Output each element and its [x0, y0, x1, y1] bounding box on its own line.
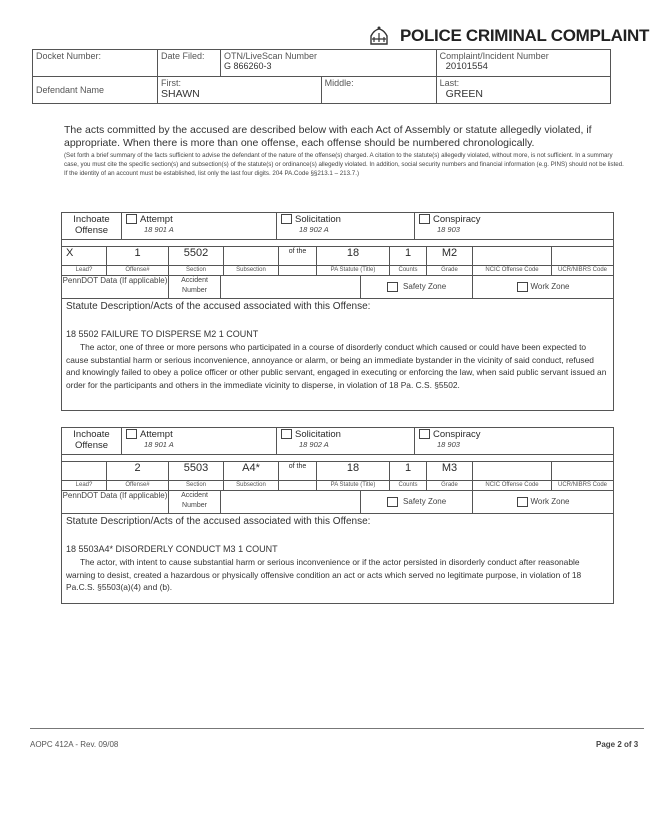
conspiracy-checkbox[interactable] [419, 429, 430, 439]
work-zone-label: Work Zone [530, 282, 570, 291]
defendant-name-label: Defendant Name [36, 85, 105, 95]
of-the-label: of the [279, 462, 317, 480]
spacer [62, 240, 613, 247]
safety-zone-label: Safety Zone [403, 497, 447, 506]
subsection-caption: Subsection [224, 266, 279, 275]
subsection-caption: Subsection [224, 481, 279, 490]
first-name-label: First: [161, 78, 181, 88]
safety-zone-option[interactable] [361, 491, 473, 513]
otn-label: OTN/LiveScan Number [224, 51, 318, 61]
attempt-option[interactable] [122, 428, 277, 454]
title-value: 18 [317, 462, 390, 480]
counts-caption: Counts [390, 266, 427, 275]
offense-heading: 18 5503A4* DISORDERLY CONDUCT M3 1 COUNT [66, 544, 278, 554]
subsection-value [224, 247, 279, 265]
penndot-label: PennDOT Data (If applicable) [62, 276, 169, 298]
conspiracy-label: Conspiracy [433, 429, 481, 440]
ncic-value [473, 462, 552, 480]
footer-divider [30, 728, 644, 729]
lead-value: X [62, 247, 107, 265]
last-name-label: Last: [439, 78, 460, 88]
otn-cell [221, 50, 437, 77]
solicitation-option[interactable] [277, 213, 415, 239]
ucr-caption: UCR/NIBRS Code [557, 482, 607, 488]
work-zone-label: Work Zone [530, 497, 570, 506]
case-info-table [32, 49, 611, 104]
pa-statute-caption: PA Statute (Title) [317, 266, 390, 275]
solicitation-code: 18 902 A [299, 440, 329, 449]
date-filed-cell [158, 50, 221, 77]
penndot-label: PennDOT Data (If applicable) [62, 491, 169, 513]
first-name-value: SHAWN [161, 88, 200, 100]
instructions [64, 124, 624, 178]
docket-number-cell [33, 50, 158, 77]
grade-caption: Grade [427, 266, 473, 275]
solicitation-code: 18 902 A [299, 225, 329, 234]
conspiracy-code: 18 903 [437, 225, 460, 234]
section-caption: Section [169, 481, 224, 490]
solicitation-checkbox[interactable] [281, 429, 292, 439]
last-name-value: GREEN [445, 88, 483, 100]
conspiracy-option[interactable] [415, 213, 613, 239]
instructions-main: The acts committed by the accused are described below with each Act of Assembly or statute allegedly violated, if appropriate. When there is more than one offense, each offense should be numbered chronologically. [64, 124, 592, 149]
attempt-label: Attempt [140, 429, 173, 440]
offense-description-text: The actor, one of three or more persons who participated in a course of disorderly conduct which caused or could have been expected to cause substantial harm or serious inconvenience, annoyance or alarm, or being an immediate bystander in the vicinity of said conduct, refused and knowingly failed to obey a police officer or other public servant, engaged in executing or enforcing the law, when said public servant issued an order for the participants and others in the immediate vicinity to disperse, in violation of 18 Pa. C.S. §5502. [66, 341, 607, 391]
counts-value: 1 [390, 462, 427, 480]
offense-heading: 18 5502 FAILURE TO DISPERSE M2 1 COUNT [66, 329, 259, 339]
otn-value: G 866260-3 [224, 61, 272, 71]
solicitation-option[interactable] [277, 428, 415, 454]
conspiracy-label: Conspiracy [433, 214, 481, 225]
last-name-cell [436, 77, 610, 104]
inchoate-row [62, 213, 613, 240]
offense-description-text: The actor, with intent to cause substantial harm or serious inconvenience or if the actor persisted in disorderly conduct after reasonable warning to desist, created a hazardous or physically offensive condition an act or acts which served no legitimate purpose, in violation of 18 Pa.C.S. §5503(a)(4) and (b). [66, 556, 582, 593]
conspiracy-code: 18 903 [437, 440, 460, 449]
attempt-option[interactable] [122, 213, 277, 239]
counts-value: 1 [390, 247, 427, 265]
page-number: Page 2 of 3 [596, 740, 639, 749]
work-zone-option[interactable] [473, 491, 613, 513]
grade-value: M2 [427, 247, 473, 265]
work-zone-checkbox[interactable] [517, 497, 528, 507]
solicitation-label: Solicitation [295, 214, 341, 225]
offense-description [62, 328, 613, 392]
offense-captions-row [62, 481, 613, 491]
attempt-checkbox[interactable] [126, 214, 137, 224]
complaint-number-cell [436, 50, 610, 77]
ncic-caption: NCIC Offense Code [473, 481, 552, 490]
middle-name-label: Middle: [324, 78, 354, 88]
accident-number-value [221, 276, 361, 298]
offense-number-value: 2 [107, 462, 169, 480]
solicitation-checkbox[interactable] [281, 214, 292, 224]
work-zone-checkbox[interactable] [517, 282, 528, 292]
offense-block-2 [61, 427, 614, 604]
grade-value: M3 [427, 462, 473, 480]
solicitation-label: Solicitation [295, 429, 341, 440]
section-value: 5502 [169, 247, 224, 265]
penndot-row [62, 276, 613, 299]
date-filed-label: Date Filed: [161, 51, 205, 61]
spacer [62, 455, 613, 462]
pennsylvania-seal-icon [368, 26, 390, 46]
accident-number-label: Accident Number [169, 491, 221, 513]
subsection-value: A4* [224, 462, 279, 480]
accident-number-label: Accident Number [169, 276, 221, 298]
offense-number-value: 1 [107, 247, 169, 265]
defendant-name-cell [33, 77, 158, 104]
offense-captions-row [62, 266, 613, 276]
penndot-row [62, 491, 613, 514]
inchoate-label: Inchoate Offense [62, 428, 122, 454]
offense-description [62, 543, 613, 594]
blank-caption [279, 266, 317, 275]
page-title: POLICE CRIMINAL COMPLAINT [400, 26, 650, 45]
offense-values-row [62, 247, 613, 266]
middle-name-cell [321, 77, 436, 104]
attempt-code: 18 901 A [144, 440, 174, 449]
form-id: AOPC 412A - Rev. 09/08 [30, 740, 119, 749]
offense-values-row [62, 462, 613, 481]
lead-caption: Lead? [62, 481, 107, 490]
grade-caption: Grade [427, 481, 473, 490]
docket-number-label: Docket Number: [36, 51, 102, 61]
counts-caption: Counts [390, 481, 427, 490]
statute-description-heading: Statute Description/Acts of the accused associated with this Offense: [66, 301, 371, 312]
safety-zone-option[interactable] [361, 276, 473, 298]
ucr-caption: UCR/NIBRS Code [557, 267, 607, 273]
attempt-checkbox[interactable] [126, 429, 137, 439]
complaint-number-label: Complaint/Incident Number [439, 51, 549, 61]
ucr-value [552, 462, 613, 480]
blank-caption [279, 481, 317, 490]
safety-zone-label: Safety Zone [403, 282, 447, 291]
offense-number-caption: Offense# [107, 266, 169, 275]
statute-description-heading: Statute Description/Acts of the accused associated with this Offense: [66, 516, 371, 527]
offense-number-caption: Offense# [107, 481, 169, 490]
attempt-label: Attempt [140, 214, 173, 225]
conspiracy-option[interactable] [415, 428, 613, 454]
ncic-caption: NCIC Offense Code [473, 266, 552, 275]
inchoate-label: Inchoate Offense [62, 213, 122, 239]
safety-zone-checkbox[interactable] [387, 497, 398, 507]
work-zone-option[interactable] [473, 276, 613, 298]
section-value: 5503 [169, 462, 224, 480]
pa-statute-caption: PA Statute (Title) [317, 481, 390, 490]
accident-number-value [221, 491, 361, 513]
lead-value [62, 462, 107, 480]
title-value: 18 [317, 247, 390, 265]
attempt-code: 18 901 A [144, 225, 174, 234]
safety-zone-checkbox[interactable] [387, 282, 398, 292]
first-name-cell [158, 77, 322, 104]
lead-caption: Lead? [62, 266, 107, 275]
inchoate-row [62, 428, 613, 455]
section-caption: Section [169, 266, 224, 275]
of-the-label: of the [279, 247, 317, 265]
instructions-note: (Set forth a brief summary of the facts sufficient to advise the defendant of the nature of the offense(s) charged. A citation to the statute(s) allegedly violated, without more, is not sufficient. In a summary case, you must cite the specific section(s) and subsection(s) of the statute(s) or ordinance(s) allegedly violated. In addition, social security numbers and financial information (e.g. PINS) should not be listed. If the identity of an account must be established, list only the last four digits. 204 PA.Code §§213.1 – 213.7.) [64, 152, 624, 177]
ucr-value [552, 247, 613, 265]
document-header [368, 26, 649, 46]
offense-block-1 [61, 212, 614, 411]
conspiracy-checkbox[interactable] [419, 214, 430, 224]
ncic-value [473, 247, 552, 265]
complaint-number-value: 20101554 [445, 61, 488, 72]
